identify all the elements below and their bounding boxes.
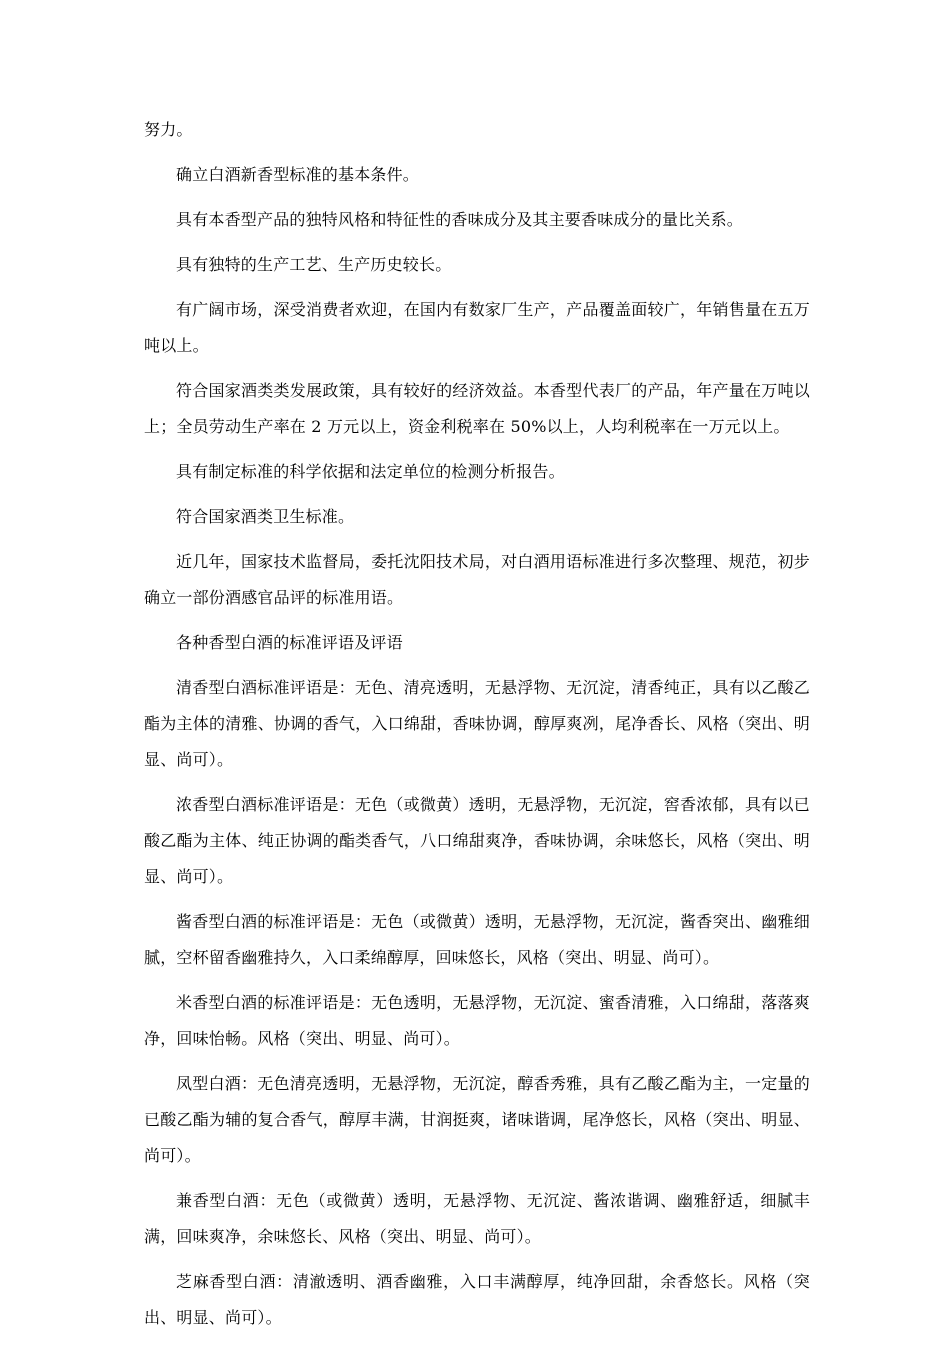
paragraph-condition-science: 具有制定标准的科学依据和法定单位的检测分析报告。 (176, 462, 565, 481)
paragraph-condition-flavor: 具有本香型产品的独特风格和特征性的香味成分及其主要香味成分的量比关系。 (176, 210, 744, 229)
paragraph-terminology: 近几年，国家技术监督局，委托沈阳技术局，对白酒用语标准进行多次整理、规范，初步确立一部份酒感官品评的标准用语。 (144, 552, 810, 607)
paragraph-new-type-conditions: 确立白酒新香型标准的基本条件。 (176, 165, 420, 184)
document-page (144, 112, 810, 1345)
paragraph-continued: 努力。 (144, 120, 193, 139)
paragraph-condition-process: 具有独特的生产工艺、生产历史较长。 (176, 255, 452, 274)
paragraph-fengxing: 凤型白酒：无色清亮透明，无悬浮物，无沉淀，醇香秀雅，具有乙酸乙酯为主，一定量的已酸乙酯为辅的复合香气，醇厚丰满，甘润挺爽，诸味谐调，尾净悠长，风格（突出、明显、尚可）。 (144, 1074, 810, 1165)
paragraph-condition-hygiene: 符合国家酒类卫生标准。 (176, 507, 355, 526)
paragraph-section-heading: 各种香型白酒的标准评语及评语 (176, 633, 403, 652)
paragraph-condition-policy: 符合国家酒类类发展政策，具有较好的经济效益。本香型代表厂的产品，年产量在万吨以上；全员劳动生产率在 2 万元以上，资金利税率在 50%以上，人均利税率在一万元以上。 (144, 381, 810, 436)
paragraph-jiangxiang: 酱香型白酒的标准评语是：无色（或微黄）透明，无悬浮物，无沉淀，酱香突出、幽雅细腻，空杯留香幽雅持久，入口柔绵醇厚，回味悠长，风格（突出、明显、尚可）。 (144, 912, 810, 967)
paragraph-jianxiang: 兼香型白酒：无色（或微黄）透明，无悬浮物、无沉淀、酱浓谐调、幽雅舒适，细腻丰满，回味爽净，余味悠长、风格（突出、明显、尚可）。 (144, 1191, 810, 1246)
paragraph-qingxiang: 清香型白酒标准评语是：无色、清亮透明，无悬浮物、无沉淀，清香纯正，具有以乙酸乙酯为主体的清雅、协调的香气，入口绵甜，香味协调，醇厚爽冽，尾净香长、风格（突出、明显、尚可）。 (144, 678, 810, 769)
paragraph-mixiang: 米香型白酒的标准评语是：无色透明，无悬浮物，无沉淀、蜜香清雅，入口绵甜，落落爽净，回味怡畅。风格（突出、明显、尚可）。 (144, 993, 810, 1048)
paragraph-condition-market: 有广阔市场，深受消费者欢迎，在国内有数家厂生产，产品覆盖面较广，年销售量在五万吨以上。 (144, 300, 810, 355)
paragraph-zhimaxiang: 芝麻香型白酒：清澈透明、酒香幽雅，入口丰满醇厚，纯净回甜，余香悠长。风格（突出、明显、尚可）。 (144, 1272, 810, 1327)
paragraph-nongxiang: 浓香型白酒标准评语是：无色（或微黄）透明，无悬浮物，无沉淀，窖香浓郁，具有以已酸乙酯为主体、纯正协调的酯类香气，八口绵甜爽净，香味协调，余味悠长，风格（突出、明显、尚可）。 (144, 795, 810, 886)
